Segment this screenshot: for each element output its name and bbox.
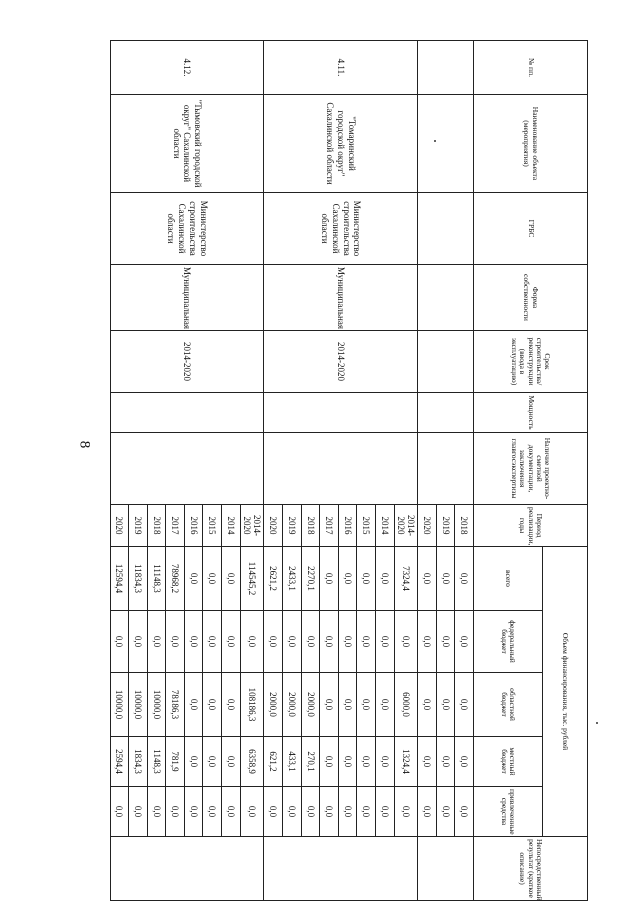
total-cell: 0,0 bbox=[436, 547, 455, 611]
header-federal: федеральный бюджет bbox=[474, 611, 543, 673]
period-cell: 2016 bbox=[338, 505, 357, 547]
regional-cell: 108186,3 bbox=[240, 673, 264, 737]
federal-cell: 0,0 bbox=[455, 611, 474, 673]
attracted-cell: 0,0 bbox=[375, 787, 394, 837]
federal-cell: 0,0 bbox=[222, 611, 241, 673]
scan-speck bbox=[434, 140, 436, 142]
table-row bbox=[455, 41, 474, 901]
federal-cell: 0,0 bbox=[129, 611, 148, 673]
local-cell: 1834,3 bbox=[129, 737, 148, 787]
result-cell bbox=[110, 837, 264, 901]
object-grbs: Министерство строительства Сахалинской области bbox=[264, 193, 418, 265]
total-cell: 11834,3 bbox=[129, 547, 148, 611]
header-regional: областной бюджет bbox=[474, 673, 543, 737]
regional-cell: 0,0 bbox=[222, 673, 241, 737]
federal-cell: 0,0 bbox=[184, 611, 203, 673]
regional-cell: 0,0 bbox=[320, 673, 339, 737]
local-cell: 6358,9 bbox=[240, 737, 264, 787]
header-num: № пп. bbox=[474, 41, 588, 95]
period-cell: 2017 bbox=[166, 505, 185, 547]
name-cell bbox=[418, 95, 474, 193]
design-docs-cell bbox=[418, 433, 474, 505]
period-cell: 2017 bbox=[320, 505, 339, 547]
period-cell: 2019 bbox=[129, 505, 148, 547]
period-cell: 2020 bbox=[110, 505, 129, 547]
header-design-docs: Наличие проектно-сметной документации, заключения главгосэкспертизы bbox=[474, 433, 588, 505]
federal-cell: 0,0 bbox=[301, 611, 320, 673]
regional-cell: 10000,0 bbox=[129, 673, 148, 737]
attracted-cell: 0,0 bbox=[357, 787, 376, 837]
header-capacity: Мощность bbox=[474, 393, 588, 433]
period-cell: 2019 bbox=[282, 505, 301, 547]
period-cell: 2018 bbox=[147, 505, 166, 547]
period-cell: 2018 bbox=[301, 505, 320, 547]
page-number: 8 bbox=[76, 440, 93, 449]
regional-cell: 0,0 bbox=[455, 673, 474, 737]
attracted-cell: 0,0 bbox=[455, 787, 474, 837]
total-cell: 12594,4 bbox=[110, 547, 129, 611]
scan-speck bbox=[596, 722, 598, 724]
total-cell: 2433,1 bbox=[282, 547, 301, 611]
object-name: "Тымовский городской округ" Сахалинской области bbox=[110, 95, 264, 193]
object-number: 4.12. bbox=[110, 41, 264, 95]
period-cell: 2020 bbox=[264, 505, 283, 547]
attracted-cell: 0,0 bbox=[301, 787, 320, 837]
local-cell: 0,0 bbox=[436, 737, 455, 787]
total-cell: 0,0 bbox=[203, 547, 222, 611]
federal-cell: 0,0 bbox=[357, 611, 376, 673]
total-cell: 11148,3 bbox=[147, 547, 166, 611]
total-cell: 2270,1 bbox=[301, 547, 320, 611]
period-cell: 2018 bbox=[455, 505, 474, 547]
header-attracted: привлеченные средства bbox=[474, 787, 543, 837]
local-cell: 0,0 bbox=[418, 737, 437, 787]
period-cell: 2014-2020 bbox=[394, 505, 418, 547]
regional-cell: 0,0 bbox=[338, 673, 357, 737]
capacity-cell bbox=[110, 393, 264, 433]
federal-cell: 0,0 bbox=[203, 611, 222, 673]
attracted-cell: 0,0 bbox=[418, 787, 437, 837]
regional-cell: 2000,0 bbox=[282, 673, 301, 737]
regional-cell: 0,0 bbox=[203, 673, 222, 737]
federal-cell: 0,0 bbox=[110, 611, 129, 673]
local-cell: 433,1 bbox=[282, 737, 301, 787]
attracted-cell: 0,0 bbox=[320, 787, 339, 837]
result-cell bbox=[418, 837, 474, 901]
attracted-cell: 0,0 bbox=[264, 787, 283, 837]
header-name: Наименование объекта (мероприятия) bbox=[474, 95, 588, 193]
regional-cell: 0,0 bbox=[357, 673, 376, 737]
local-cell: 0,0 bbox=[338, 737, 357, 787]
regional-cell: 10000,0 bbox=[110, 673, 129, 737]
local-cell: 621,2 bbox=[264, 737, 283, 787]
local-cell: 0,0 bbox=[375, 737, 394, 787]
local-cell: 0,0 bbox=[184, 737, 203, 787]
total-cell: 0,0 bbox=[338, 547, 357, 611]
total-cell: 0,0 bbox=[320, 547, 339, 611]
attracted-cell: 0,0 bbox=[222, 787, 241, 837]
table-body bbox=[110, 41, 473, 901]
header-total: всего bbox=[474, 547, 543, 611]
object-term: 2014-2020 bbox=[264, 331, 418, 393]
term-cell bbox=[418, 331, 474, 393]
table-row bbox=[240, 41, 264, 901]
object-number: 4.11. bbox=[264, 41, 418, 95]
attracted-cell: 0,0 bbox=[338, 787, 357, 837]
regional-cell: 78186,3 bbox=[166, 673, 185, 737]
header-local: местный бюджет bbox=[474, 737, 543, 787]
federal-cell: 0,0 bbox=[240, 611, 264, 673]
federal-cell: 0,0 bbox=[166, 611, 185, 673]
grbs-cell bbox=[418, 193, 474, 265]
ownership-cell bbox=[418, 265, 474, 331]
local-cell: 270,1 bbox=[301, 737, 320, 787]
total-cell: 0,0 bbox=[184, 547, 203, 611]
period-cell: 2015 bbox=[357, 505, 376, 547]
header-grbs: ГРБС bbox=[474, 193, 588, 265]
period-cell: 2016 bbox=[184, 505, 203, 547]
attracted-cell: 0,0 bbox=[240, 787, 264, 837]
design-docs-cell bbox=[264, 433, 418, 505]
header-term: Срок строительства/реконструкции (ввода в эксплуатацию) bbox=[474, 331, 588, 393]
local-cell: 1324,4 bbox=[394, 737, 418, 787]
local-cell: 781,9 bbox=[166, 737, 185, 787]
table-row bbox=[394, 41, 418, 901]
result-cell bbox=[264, 837, 418, 901]
regional-cell: 0,0 bbox=[184, 673, 203, 737]
attracted-cell: 0,0 bbox=[436, 787, 455, 837]
attracted-cell: 0,0 bbox=[184, 787, 203, 837]
object-name: "Томаринский городской округ" Сахалинской области bbox=[264, 95, 418, 193]
period-cell: 2014 bbox=[222, 505, 241, 547]
capacity-cell bbox=[418, 393, 474, 433]
attracted-cell: 0,0 bbox=[282, 787, 301, 837]
federal-cell: 0,0 bbox=[338, 611, 357, 673]
total-cell: 0,0 bbox=[357, 547, 376, 611]
attracted-cell: 0,0 bbox=[129, 787, 148, 837]
federal-cell: 0,0 bbox=[418, 611, 437, 673]
federal-cell: 0,0 bbox=[264, 611, 283, 673]
attracted-cell: 0,0 bbox=[394, 787, 418, 837]
capacity-cell bbox=[264, 393, 418, 433]
local-cell: 0,0 bbox=[357, 737, 376, 787]
funding-table bbox=[110, 40, 588, 901]
total-cell: 0,0 bbox=[455, 547, 474, 611]
regional-cell: 2000,0 bbox=[264, 673, 283, 737]
total-cell: 2621,2 bbox=[264, 547, 283, 611]
total-cell: 0,0 bbox=[418, 547, 437, 611]
attracted-cell: 0,0 bbox=[166, 787, 185, 837]
header-result: Непосредственный результат (краткое описание) bbox=[474, 837, 588, 901]
num-cell bbox=[418, 41, 474, 95]
attracted-cell: 0,0 bbox=[147, 787, 166, 837]
object-ownership: Муниципальная bbox=[264, 265, 418, 331]
regional-cell: 6000,0 bbox=[394, 673, 418, 737]
total-cell: 0,0 bbox=[222, 547, 241, 611]
federal-cell: 0,0 bbox=[282, 611, 301, 673]
total-cell: 114545,2 bbox=[240, 547, 264, 611]
regional-cell: 0,0 bbox=[375, 673, 394, 737]
attracted-cell: 0,0 bbox=[203, 787, 222, 837]
regional-cell: 0,0 bbox=[418, 673, 437, 737]
total-cell: 7324,4 bbox=[394, 547, 418, 611]
object-grbs: Министерство строительства Сахалинской области bbox=[110, 193, 264, 265]
federal-cell: 0,0 bbox=[375, 611, 394, 673]
header-ownership: Форма собственности bbox=[474, 265, 588, 331]
period-cell: 2015 bbox=[203, 505, 222, 547]
local-cell: 0,0 bbox=[320, 737, 339, 787]
attracted-cell: 0,0 bbox=[110, 787, 129, 837]
header-period: Период реализации, годы bbox=[474, 505, 588, 547]
header-funding: Объем финансирования, тыс. рублей bbox=[543, 547, 588, 837]
period-cell: 2014-2020 bbox=[240, 505, 264, 547]
object-term: 2014-2020 bbox=[110, 331, 264, 393]
federal-cell: 0,0 bbox=[147, 611, 166, 673]
design-docs-cell bbox=[110, 433, 264, 505]
federal-cell: 0,0 bbox=[436, 611, 455, 673]
rotated-table-wrapper bbox=[90, 40, 588, 901]
regional-cell: 0,0 bbox=[436, 673, 455, 737]
total-cell: 0,0 bbox=[375, 547, 394, 611]
regional-cell: 10000,0 bbox=[147, 673, 166, 737]
local-cell: 2594,4 bbox=[110, 737, 129, 787]
local-cell: 0,0 bbox=[455, 737, 474, 787]
period-cell: 2014 bbox=[375, 505, 394, 547]
regional-cell: 2000,0 bbox=[301, 673, 320, 737]
local-cell: 1148,3 bbox=[147, 737, 166, 787]
local-cell: 0,0 bbox=[222, 737, 241, 787]
local-cell: 0,0 bbox=[203, 737, 222, 787]
period-cell: 2020 bbox=[418, 505, 437, 547]
federal-cell: 0,0 bbox=[394, 611, 418, 673]
federal-cell: 0,0 bbox=[320, 611, 339, 673]
object-ownership: Муниципальная bbox=[110, 265, 264, 331]
period-cell: 2019 bbox=[436, 505, 455, 547]
total-cell: 78968,2 bbox=[166, 547, 185, 611]
